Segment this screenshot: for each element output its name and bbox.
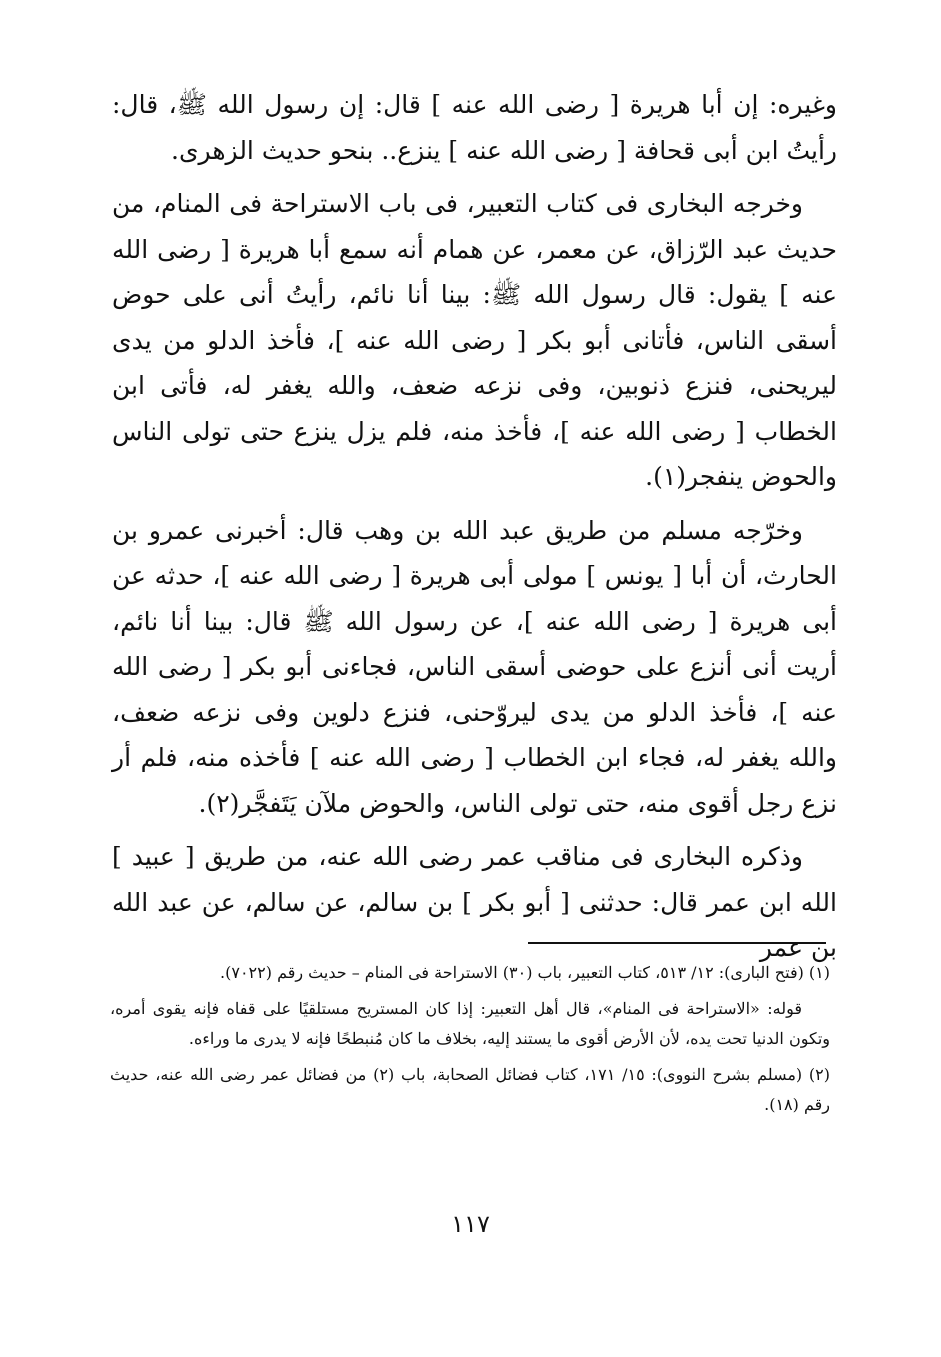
main-text bbox=[112, 82, 837, 979]
paragraph-1: وغيره: إن أبا هريرة [ رضى الله عنه ] قال: إن رسول الله ﷺ، قال: رأيتُ ابن أبى قحافة [ رضى الله عنه ] ينزع.. بنحو حديث الزهرى. bbox=[112, 90, 837, 165]
footnote-1-comment: قوله: «الاستراحة فى المنام»، قال أهل التعبير: إذا كان المستريح مستلقيًا على قفاه فإنه يقوى أمره، وتكون الدنيا تحت يده، لأن الأرض أقوى ما يستند إليه، بخلاف ما كان مُنبطحًا فإنه لا يدرى ما وراءه. bbox=[110, 999, 830, 1048]
paragraph-4: وذكره البخارى فى مناقب عمر رضى الله عنه، من طريق [ عبيد ] الله ابن عمر قال: حدثنى [ أبو بكر ] بن سالم، عن سالم، عن عبد الله بن عمر bbox=[112, 842, 837, 962]
paragraph-3: وخرّجه مسلم من طريق عبد الله بن وهب قال: أخبرنى عمرو بن الحارث، أن أبا [ يونس ] مولى أبى هريرة [ رضى الله عنه ]، حدثه عن أبى هريرة [ رضى الله عنه ]، عن رسول الله ﷺ قال: بينا أنا نائم، أريت أنى أنزع على حوضى أسقى الناس، فجاءنى أبو بكر [ رضى الله عنه ]، فأخذ الدلو من يدى ليروّحنى، فنزع دلوين وفى نزعه ضعف، والله يغفر له، فجاء ابن الخطاب [ رضى الله عنه ] فأخذه منه، فلم أر نزع رجل أقوى منه، حتى تولى الناس، والحوض ملآن يَتَفجَّر(٢). bbox=[112, 515, 837, 818]
footnote-2: (٢) (مسلم بشرح النووى): ١٥/ ١٧١، كتاب فضائل الصحابة، باب (٢) من فضائل عمر رضى الله عنه، حديث رقم (١٨). bbox=[110, 1065, 831, 1114]
footnotes bbox=[110, 958, 830, 1126]
footnote-separator bbox=[528, 942, 826, 944]
footnote-1: (١) (فتح البارى): ١٢/ ٥١٣، كتاب التعبير، باب (٣٠) الاستراحة فى المنام – حديث رقم (٧٠٢٢). bbox=[220, 963, 830, 982]
paragraph-2: وخرجه البخارى فى كتاب التعبير، فى باب الاستراحة فى المنام، من حديث عبد الرّزاق، عن معمر، عن همام أنه سمع أبا هريرة [ رضى الله عنه ] يقول: قال رسول الله ﷺ: بينا أنا نائم، رأيتُ أنى على حوض أسقى الناس، فأتانى أبو بكر [ رضى الله عنه ]، فأخذ الدلو من يدى ليريحنى، فنزع ذنوبين، وفى نزعه ضعف، والله يغفر له، فأتى ابن الخطاب [ رضى الله عنه ]، فأخذ منه، فلم يزل ينزع حتى تولى الناس والحوض ينفجر(١). bbox=[112, 189, 837, 491]
page-number: ١١٧ bbox=[451, 1210, 490, 1238]
